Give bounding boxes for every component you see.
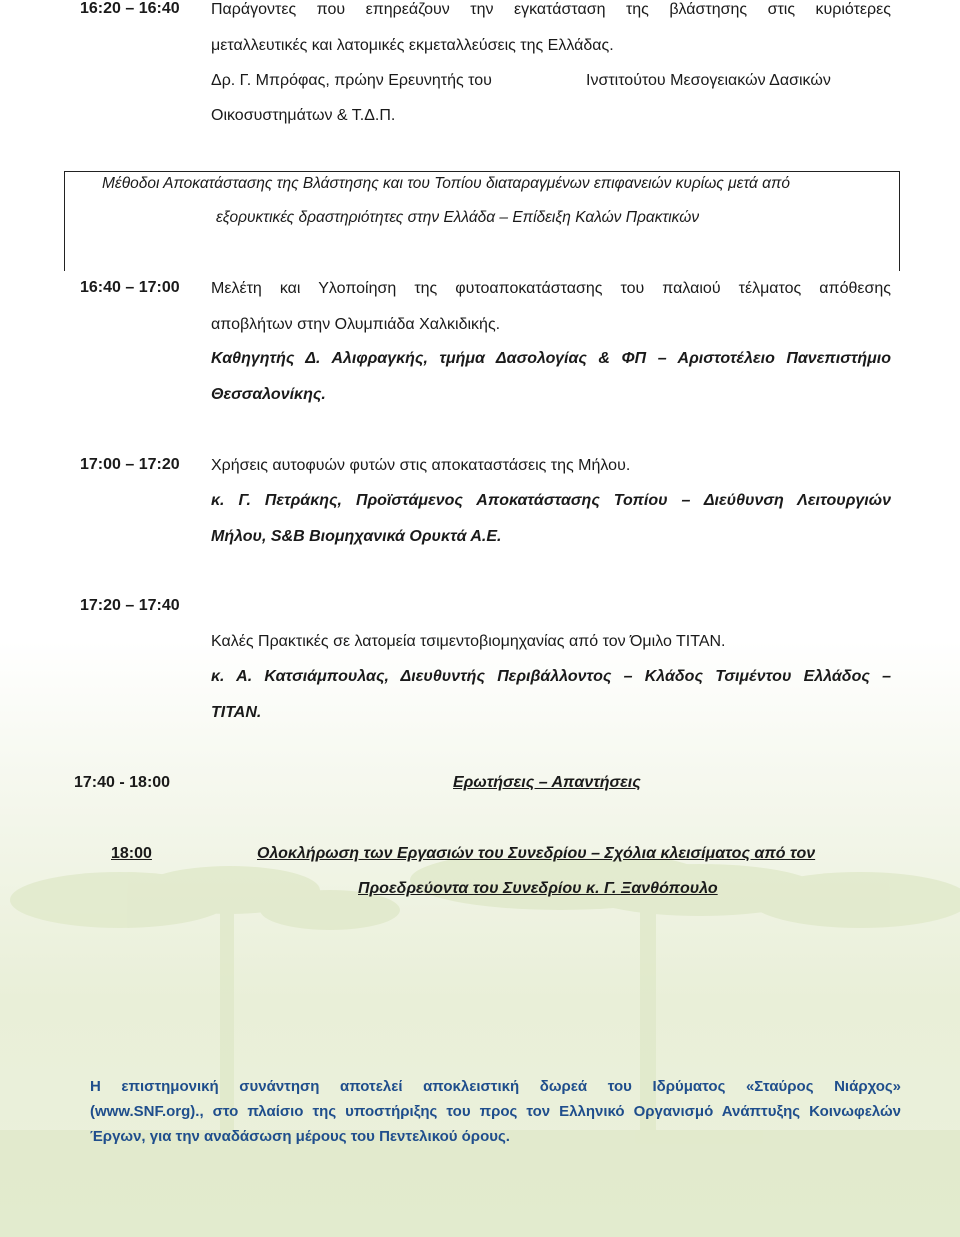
footer-note: (www.SNF.org)., στο πλαίσιο της υποστήριξης του προς τον Ελληνικό Οργανισμό Ανάπτυξης Κοινωφελών	[90, 1103, 901, 1120]
session-title: αποβλήτων στην Ολυμπιάδα Χαλκιδικής.	[211, 316, 501, 333]
session-time: 17:40 - 18:00	[74, 774, 171, 791]
session-speaker: Οικοσυστημάτων & Τ.Δ.Π.	[211, 107, 396, 124]
savanna-tree-watermark	[0, 860, 960, 1237]
session-speaker: κ. Α. Κατσιάμπουλας, Διευθυντής Περιβάλλοντος – Κλάδος Τσιμέντου Ελλάδος –	[211, 668, 891, 685]
session-title: Χρήσεις αυτοφυών φυτών στις αποκαταστάσεις της Μήλου.	[211, 457, 631, 474]
session-speaker: Μήλου, S&B Βιομηχανικά Ορυκτά Α.Ε.	[211, 528, 502, 545]
session-time: 16:40 – 17:00	[80, 279, 180, 296]
session-title: Ερωτήσεις – Απαντήσεις	[453, 774, 641, 791]
session-speaker: ΤΙΤΑΝ.	[211, 704, 262, 721]
session-title: Μελέτη και Υλοποίηση της φυτοαποκατάστασης του παλαιού τέλματος απόθεσης	[211, 280, 891, 297]
footer-note: Η επιστημονική συνάντηση αποτελεί αποκλειστική δωρεά του Ιδρύματος «Σταύρος Νιάρχος»	[90, 1078, 901, 1095]
session-time: 17:20 – 17:40	[80, 597, 180, 614]
session-title: Καλές Πρακτικές σε λατομεία τσιμεντοβιομηχανίας από τον Όμιλο ΤΙΤΑΝ.	[211, 633, 726, 650]
session-speaker: κ. Γ. Πετράκης, Προϊστάμενος Αποκατάστασης Τοπίου – Διεύθυνση Λειτουργιών	[211, 492, 891, 509]
session-time: 17:00 – 17:20	[80, 456, 180, 473]
session-title: Ολοκλήρωση των Εργασιών του Συνεδρίου – Σχόλια κλεισίματος από τον	[257, 845, 816, 862]
footer-note: Έργων, για την αναδάσωση μέρους του Πεντελικού όρους.	[90, 1128, 510, 1145]
session-title: μεταλλευτικές και λατομικές εκμεταλλεύσεις της Ελλάδας.	[211, 37, 614, 54]
section-heading: εξορυκτικές δραστηριότητες στην Ελλάδα – Επίδειξη Καλών Πρακτικών	[216, 209, 700, 226]
section-heading: Μέθοδοι Αποκατάστασης της Βλάστησης και του Τοπίου διαταραγμένων επιφανειών κυρίως μετά από	[102, 175, 791, 192]
session-speaker: Καθηγητής Δ. Αλιφραγκής, τμήμα Δασολογίας & ΦΠ – Αριστοτέλειο Πανεπιστήμιο	[211, 350, 891, 367]
session-title: Προεδρεύοντα του Συνεδρίου κ. Γ. Ξανθόπουλο	[358, 880, 718, 897]
session-time: 18:00	[111, 845, 152, 862]
session-speaker: Ινστιτούτου Μεσογειακών Δασικών	[586, 72, 831, 89]
session-title: Παράγοντες που επηρεάζουν την εγκατάσταση της βλάστησης στις κυριότερες	[211, 1, 891, 18]
session-speaker: Θεσσαλονίκης.	[211, 386, 326, 403]
session-speaker: Δρ. Γ. Μπρόφας, πρώην Ερευνητής του	[211, 72, 492, 89]
session-time: 16:20 – 16:40	[80, 0, 180, 17]
